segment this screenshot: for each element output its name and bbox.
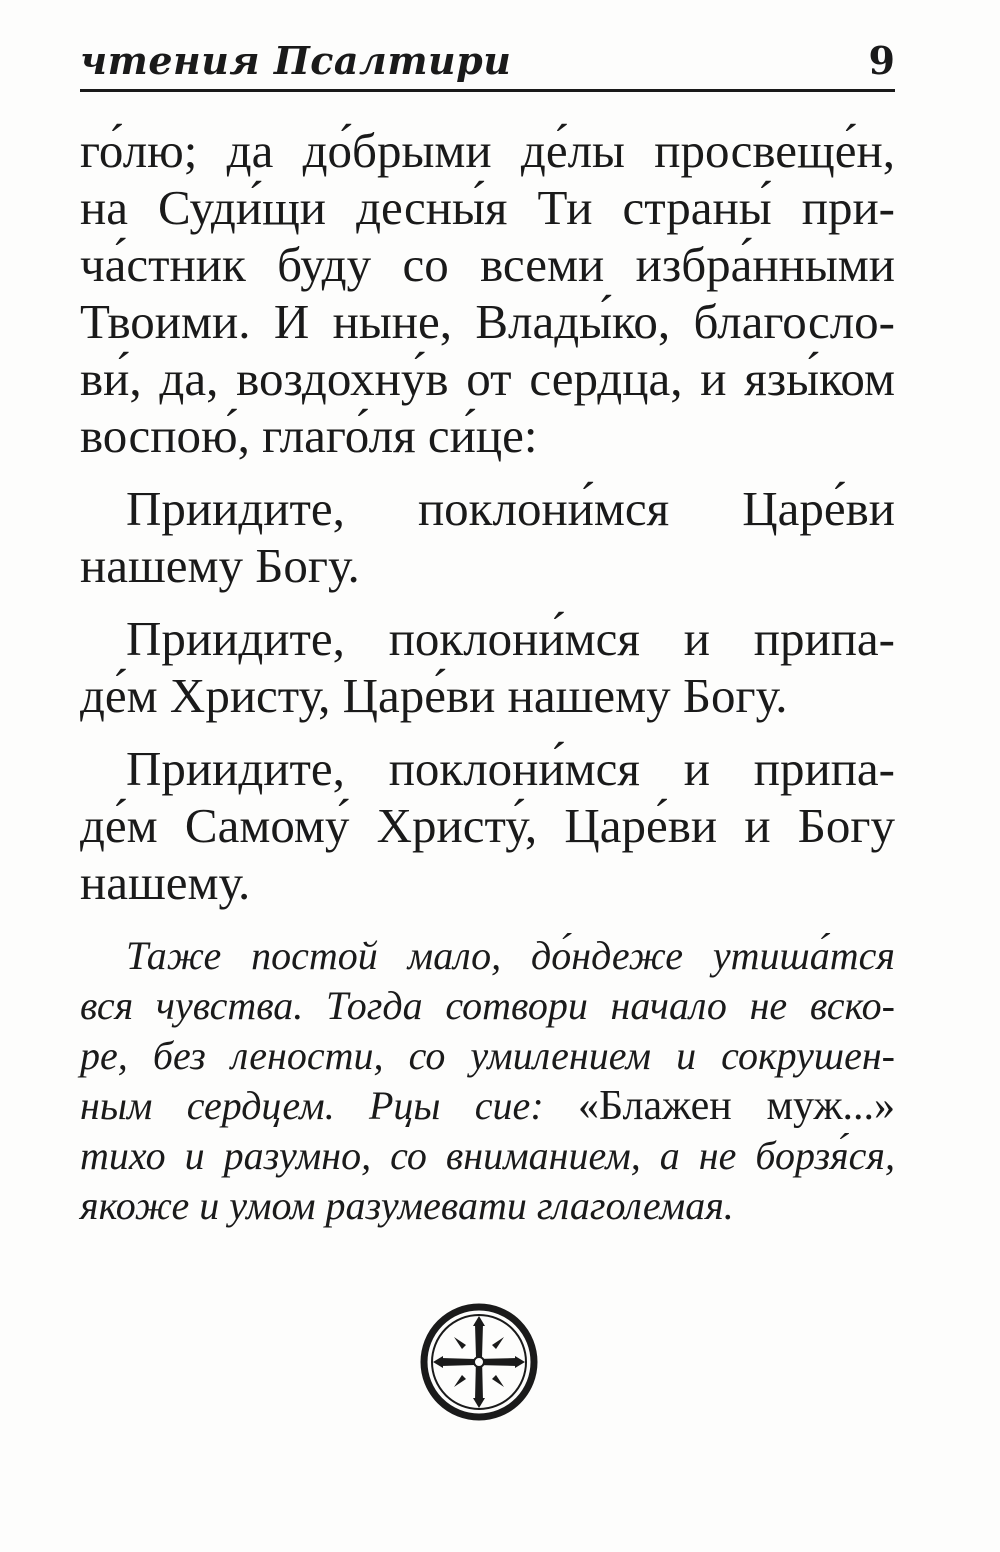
rubric-line: якоже и умом разумевати глаголемая. (80, 1183, 734, 1228)
text-line: го́лю; да до́брыми де́лы просвеще́н, (80, 123, 895, 178)
text-line: нашему. (80, 855, 251, 910)
text-line: на Суди́щи десны́я Ти страны́ при- (80, 180, 895, 235)
text-line: Приидите, поклони́мся Царе́ви (126, 481, 895, 536)
text-line: нашему Богу. (80, 538, 360, 593)
psalm-incipit: «Блажен муж...» (577, 1083, 896, 1129)
text-line: воспою́, глаго́ля си́це: (80, 408, 538, 463)
rubric-text: ным сердцем. Рцы сие: (80, 1083, 544, 1128)
text-line: Приидите, поклони́мся и припа- (126, 741, 895, 796)
paragraph-come-let-us-worship-3 (80, 740, 895, 911)
rubric-line: ре, без лености, со умилением и сокрушен- (80, 1033, 895, 1078)
paragraph-come-let-us-worship-1 (80, 480, 895, 594)
text-line: де́м Самому́ Христу́, Царе́ви и Богу (80, 798, 895, 853)
text-line: де́м Христу, Царе́ви нашему Богу. (80, 668, 788, 723)
rubric-line: вся чувства. Тогда сотвори начало не вско- (80, 983, 895, 1028)
text-line: ча́стник буду со всеми избра́нными (80, 237, 895, 292)
rubric-line: Таже постой мало, до́ндеже утиша́тся (126, 933, 895, 978)
running-title: чтения Псалтири (80, 38, 512, 83)
rubric-line: тихо и разумно, со вниманием, а не борзя́ся, (80, 1133, 895, 1178)
rubric-line (80, 1081, 895, 1131)
page-body (80, 122, 895, 1231)
page-header (80, 40, 895, 92)
paragraph-prayer-end (80, 122, 895, 464)
text-line: Приидите, поклони́мся и припа- (126, 611, 895, 666)
text-line: ви́, да, воздохну́в от сердца, и язы́ком (80, 351, 895, 406)
rubric-instructions (80, 931, 895, 1231)
page-number: 9 (868, 38, 895, 83)
paragraph-come-let-us-worship-2 (80, 610, 895, 724)
text-line: Твоими. И ныне, Влады́ко, благосло- (80, 294, 895, 349)
cross-in-circle-icon (419, 1302, 539, 1422)
